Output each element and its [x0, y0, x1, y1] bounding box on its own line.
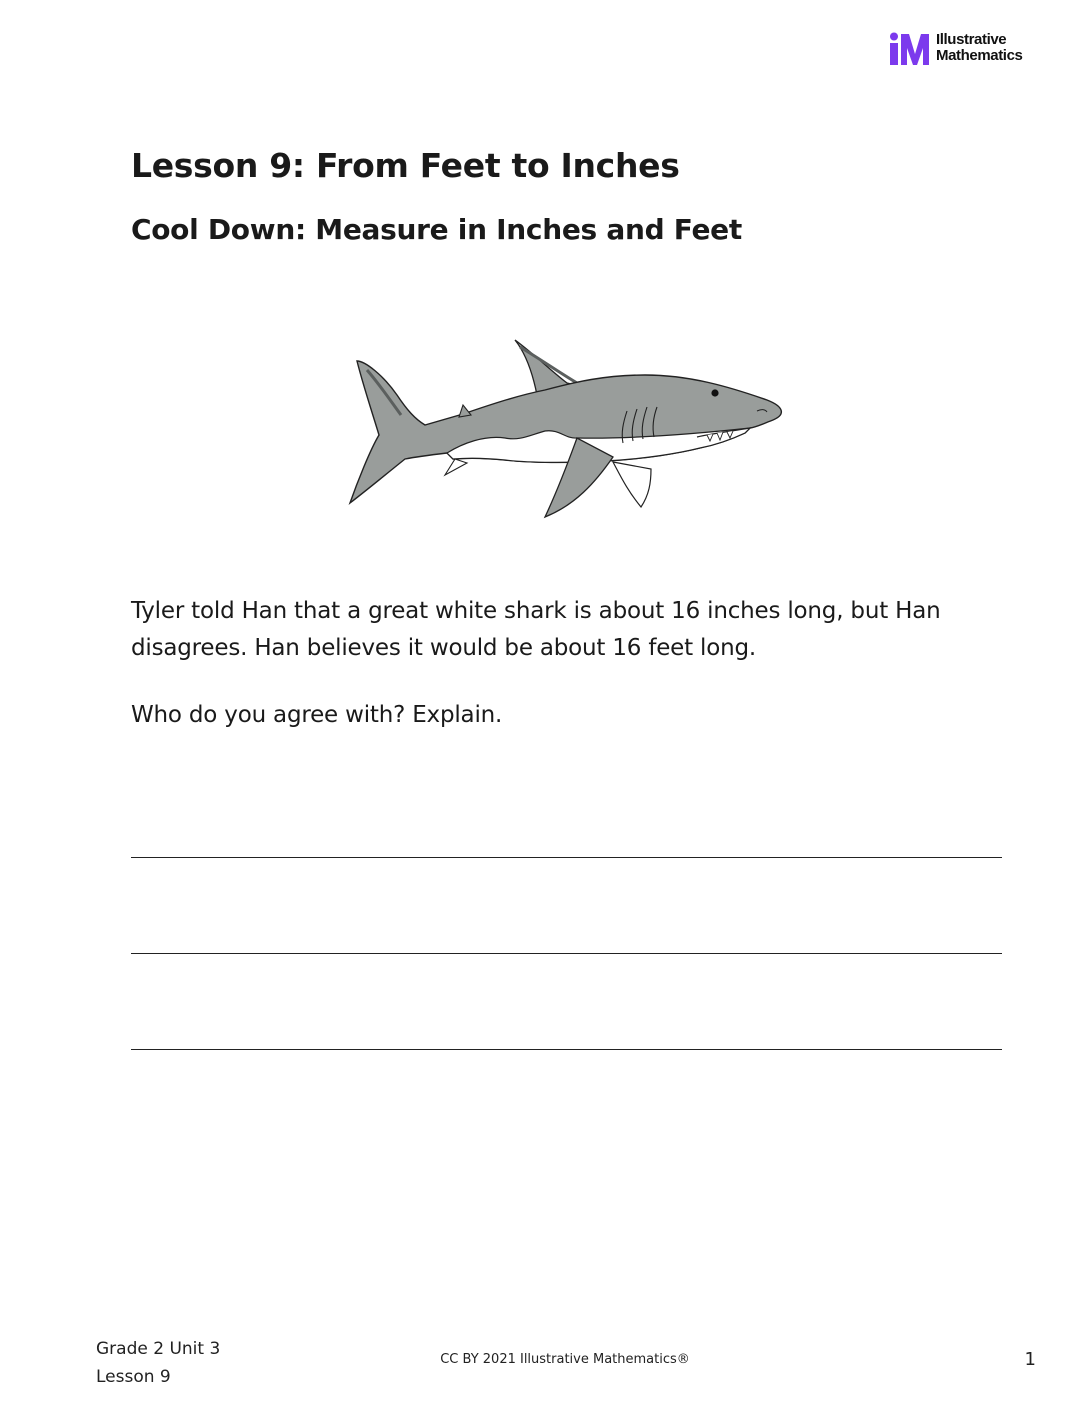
- shark-icon: [345, 335, 790, 525]
- page-number: 1: [1024, 1349, 1036, 1370]
- question-text: Who do you agree with? Explain.: [131, 702, 503, 728]
- im-logo-icon: [888, 32, 930, 66]
- problem-statement: Tyler told Han that a great white shark is about 16 inches long, but Han disagrees. Han believes it would be about 16 feet long.: [131, 598, 941, 661]
- answer-line[interactable]: [131, 1049, 1002, 1050]
- section-title: Cool Down: Measure in Inches and Feet: [131, 213, 742, 246]
- footer-grade-unit: Grade 2 Unit 3: [96, 1339, 221, 1359]
- brand-logo: [888, 30, 1048, 68]
- footer-copyright: CC BY 2021 Illustrative Mathematics®: [440, 1352, 690, 1367]
- lesson-title: Lesson 9: From Feet to Inches: [131, 146, 680, 185]
- footer-lesson: Lesson 9: [96, 1367, 171, 1387]
- logo-wordmark: Illustrative Mathematics: [936, 31, 1023, 64]
- answer-line[interactable]: [131, 857, 1002, 858]
- answer-line[interactable]: [131, 953, 1002, 954]
